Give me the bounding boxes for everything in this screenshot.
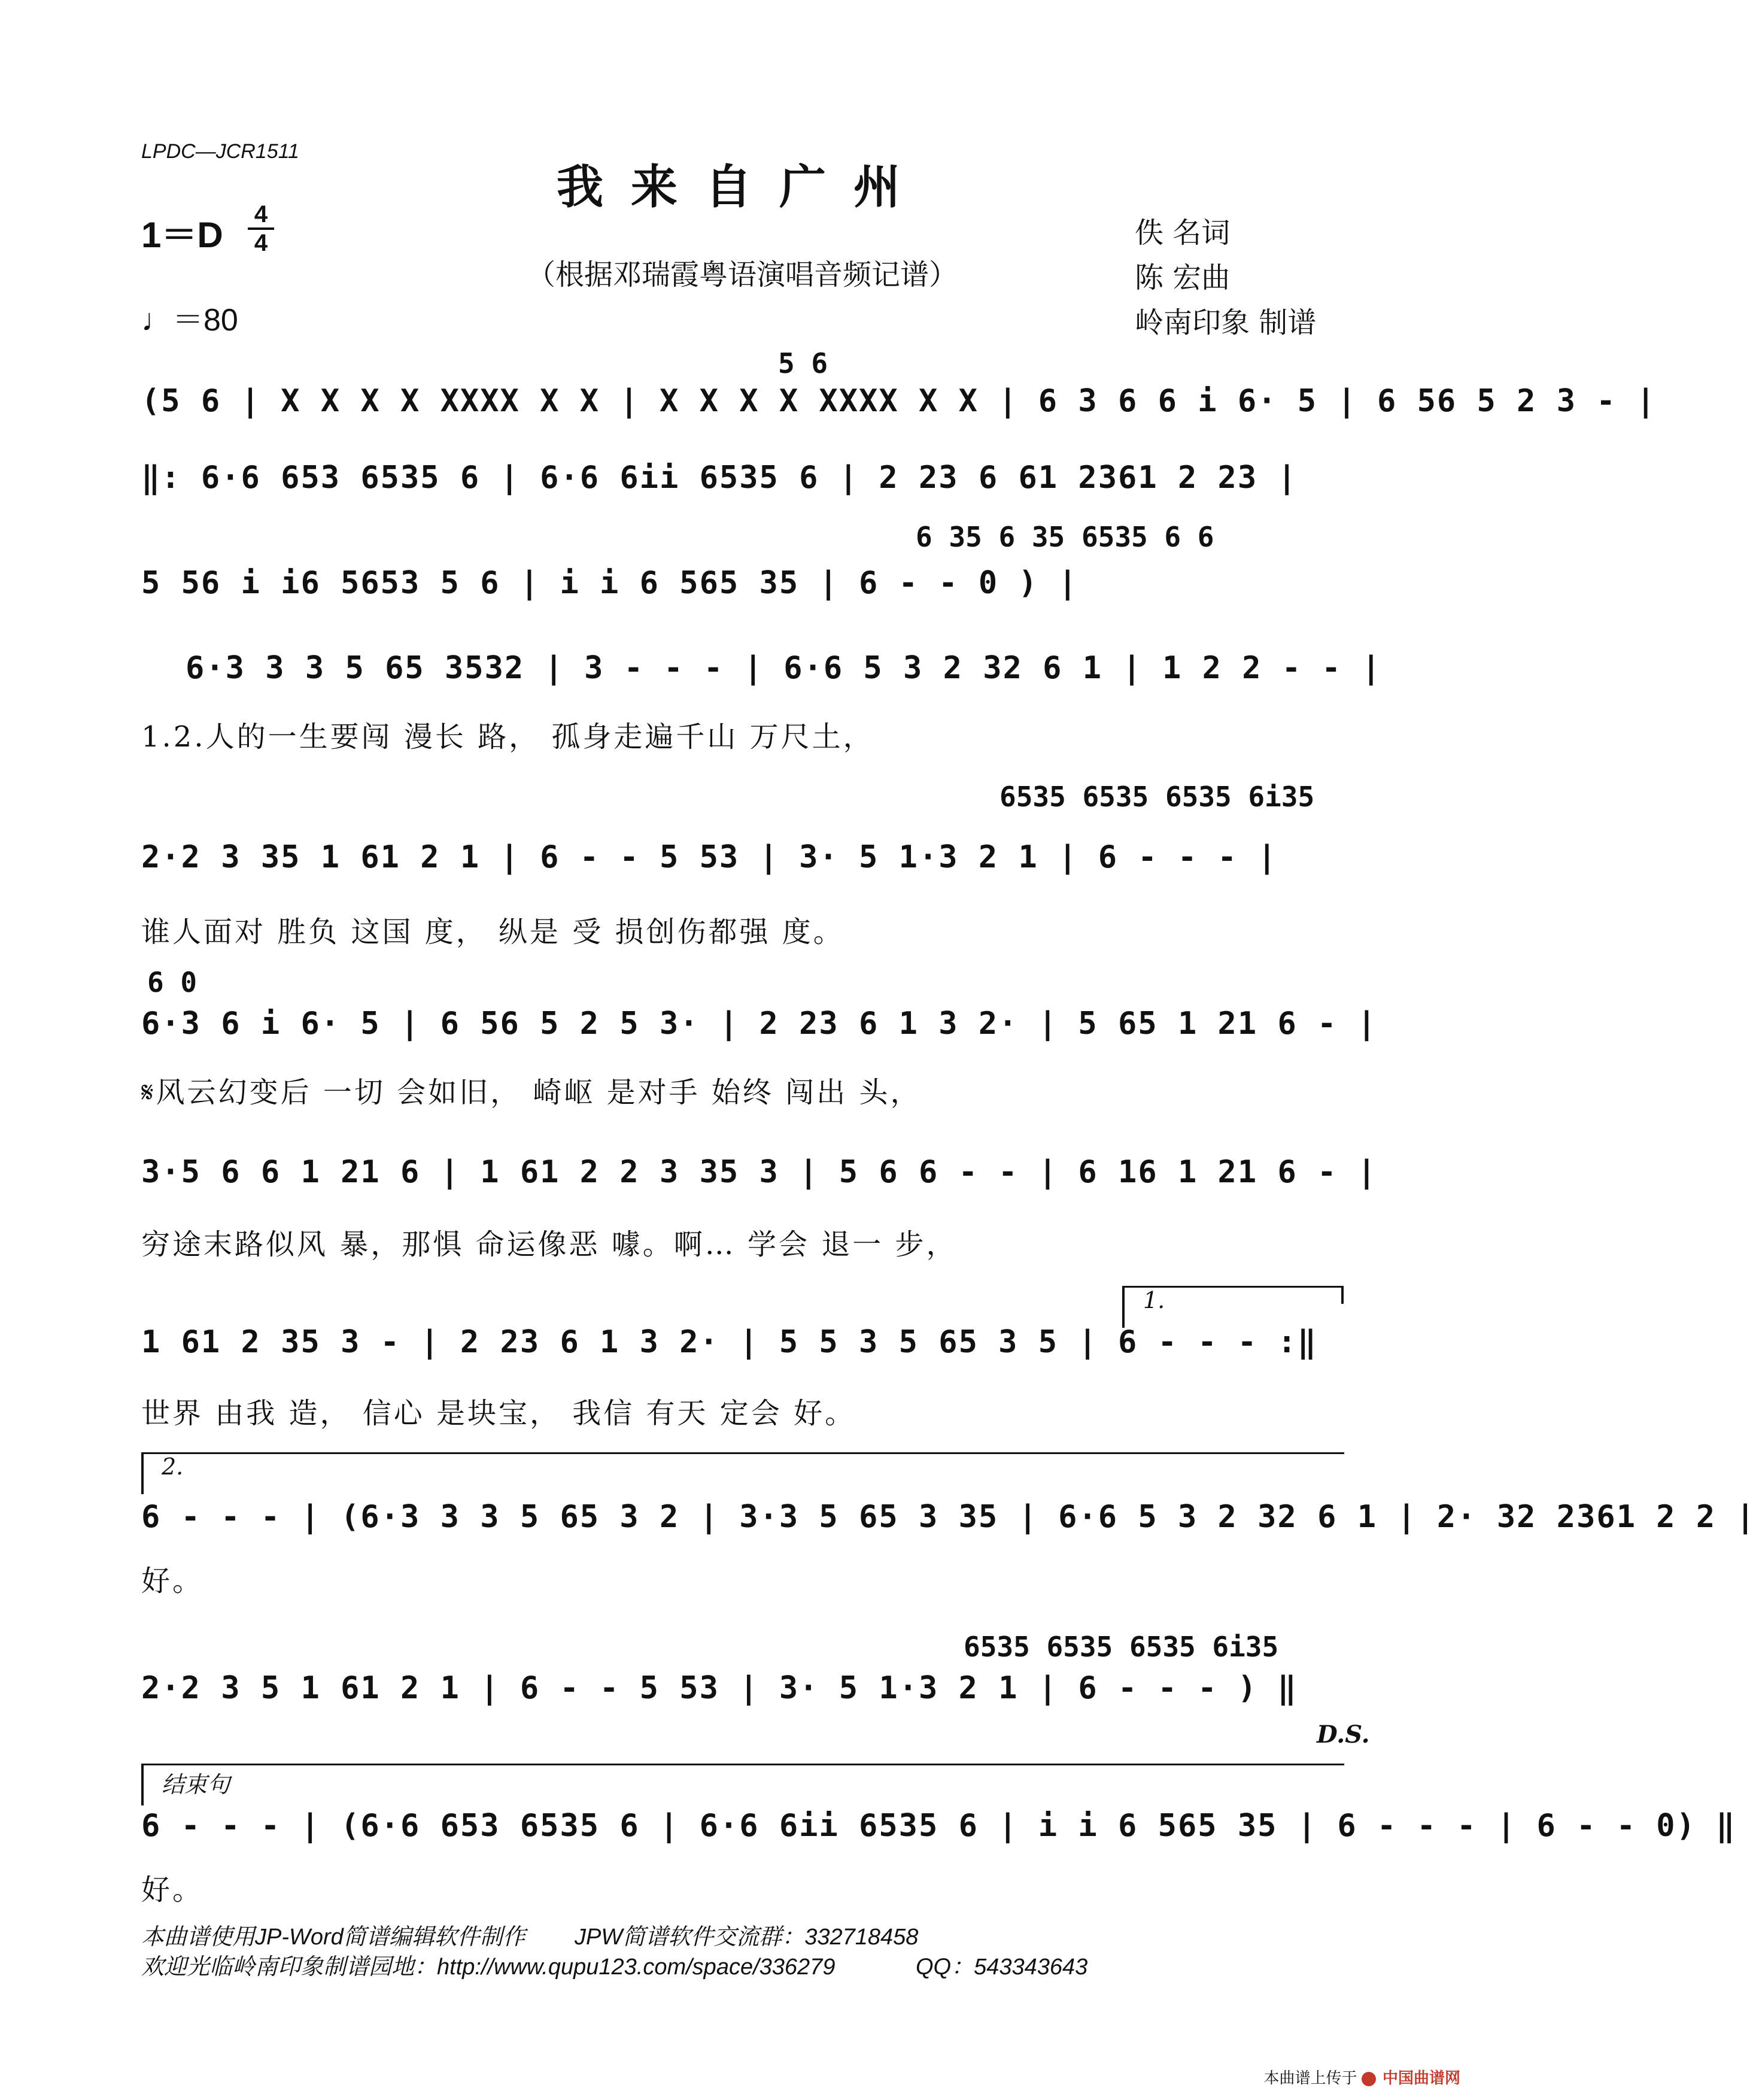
score-row-1: (5 6 | X X X X XXXX X X | X X X X XXXX X X | 6 3 6 6 i 6· 5 | 6 56 5 2 3 - | bbox=[141, 383, 1657, 419]
volta-bracket-1-right bbox=[1341, 1286, 1344, 1304]
ending-phrase-label: 结束句 bbox=[162, 1771, 230, 1798]
volta-label-1: 1. bbox=[1143, 1287, 1165, 1313]
site-logo-icon bbox=[1362, 2072, 1376, 2086]
subtitle: （根据邓瑞霞粤语演唱音频记谱） bbox=[526, 258, 958, 292]
score-row-7: 3·5 6 6 1 21 6 | 1 61 2 2 3 35 3 | 5 6 6 - - | 6 16 1 21 6 - | bbox=[141, 1154, 1378, 1190]
key-signature: 1＝D bbox=[141, 215, 223, 255]
lyricist-credit: 佚 名词 bbox=[1135, 216, 1231, 250]
coda-bracket bbox=[141, 1764, 1344, 1765]
time-signature-top: 4 bbox=[254, 201, 268, 227]
score-row-10: 2·2 3 5 1 61 2 1 | 6 - - 5 53 | 3· 5 1·3 2 1 | 6 - - - ) ‖ bbox=[141, 1670, 1298, 1706]
page-title: 我来自广州 bbox=[556, 160, 928, 214]
score-row-4: 6·3 3 3 5 65 3532 | 3 - - - | 6·6 5 3 2 32 6 1 | 1 2 2 - - | bbox=[186, 650, 1382, 686]
score-row-2: ‖: 6·6 653 6535 6 | 6·6 6ii 6535 6 | 2 23 6 61 2361 2 23 | bbox=[141, 460, 1298, 496]
score-row-8: 1 61 2 35 3 - | 2 23 6 1 3 2· | 5 5 3 5 65 3 5 | 6 - - - :‖ bbox=[141, 1324, 1318, 1360]
lyric-row-8: 世界 由我 造， 信心 是块宝， 我信 有天 定会 好。 bbox=[141, 1397, 856, 1430]
upload-label: 本曲谱上传于 bbox=[1263, 2069, 1357, 2087]
chord-upper-row1: 5 6 bbox=[778, 347, 828, 380]
dal-segno-marking: D.S. bbox=[1317, 1720, 1370, 1749]
lyric-row-11: 好。 bbox=[141, 1873, 204, 1907]
score-row-3: 5 56 i i6 5653 5 6 | i i 6 565 35 | 6 - - 0 ) | bbox=[141, 565, 1078, 601]
score-row-5: 2·2 3 35 1 61 2 1 | 6 - - 5 53 | 3· 5 1·3 2 1 | 6 - - - | bbox=[141, 839, 1278, 875]
chord-upper-row6: 6 0 bbox=[147, 966, 198, 999]
arranger-credit: 岭南印象 制谱 bbox=[1135, 306, 1317, 339]
footer-qq: QQ：543343643 bbox=[916, 1955, 1088, 1980]
score-code: LPDC—JCR1511 bbox=[141, 140, 299, 163]
lyric-row-5: 谁人面对 胜负 这国 度， 纵是 受 损创伤都强 度。 bbox=[141, 915, 844, 949]
volta-bracket-2 bbox=[141, 1452, 1344, 1454]
lyric-row-9: 好。 bbox=[141, 1564, 204, 1598]
score-row-9: 6 - - - | (6·3 3 3 5 65 3 2 | 3·3 5 65 3 35 | 6·6 5 3 2 32 6 1 | 2· 32 2361 2 2 | bbox=[141, 1499, 1756, 1535]
tempo-marking: ♩＝80 bbox=[141, 303, 238, 338]
composer-credit: 陈 宏曲 bbox=[1135, 261, 1231, 295]
lyric-row-4: 1.2.人的一生要闯 漫长 路， 孤身走遍千山 万尺土， bbox=[141, 720, 874, 754]
chord-upper-row5: 6535 6535 6535 6i35 bbox=[999, 781, 1315, 813]
lyric-row-6: 𝄋风云幻变后 一切 会如旧， 崎岖 是对手 始终 闯出 头， bbox=[141, 1076, 922, 1109]
score-row-6: 6·3 6 i 6· 5 | 6 56 5 2 5 3· | 2 23 6 1 3 2· | 5 65 1 21 6 - | bbox=[141, 1006, 1378, 1042]
footer-software-note: 本曲谱使用JP-Word简谱编辑软件制作 bbox=[141, 1925, 525, 1950]
upload-badge[interactable] bbox=[1264, 2066, 1461, 2088]
volta-bracket-1-left bbox=[1122, 1286, 1125, 1328]
volta-label-2: 2. bbox=[162, 1453, 184, 1480]
footer-group-note: JPW简谱软件交流群：332718458 bbox=[575, 1925, 919, 1950]
volta-bracket-2-left bbox=[141, 1452, 144, 1494]
chord-upper-row10: 6535 6535 6535 6i35 bbox=[964, 1631, 1279, 1663]
footer-website-link[interactable]: 欢迎光临岭南印象制谱园地：http://www.qupu123.com/space/336279 bbox=[141, 1955, 836, 1980]
lyric-row-7: 穷途末路似风 暴，那惧 命运像恶 噱。啊… 学会 退一 步， bbox=[141, 1228, 958, 1261]
coda-bracket-left bbox=[141, 1764, 144, 1805]
chord-upper-row3: 6 35 6 35 6535 6 6 bbox=[916, 521, 1214, 553]
time-signature bbox=[248, 202, 274, 255]
time-signature-bottom: 4 bbox=[254, 230, 268, 256]
score-row-11: 6 - - - | (6·6 653 6535 6 | 6·6 6ii 6535 6 | i i 6 565 35 | 6 - - - | 6 - - 0) ‖ bbox=[141, 1808, 1736, 1844]
site-brand: 中国曲谱网 bbox=[1382, 2069, 1460, 2087]
